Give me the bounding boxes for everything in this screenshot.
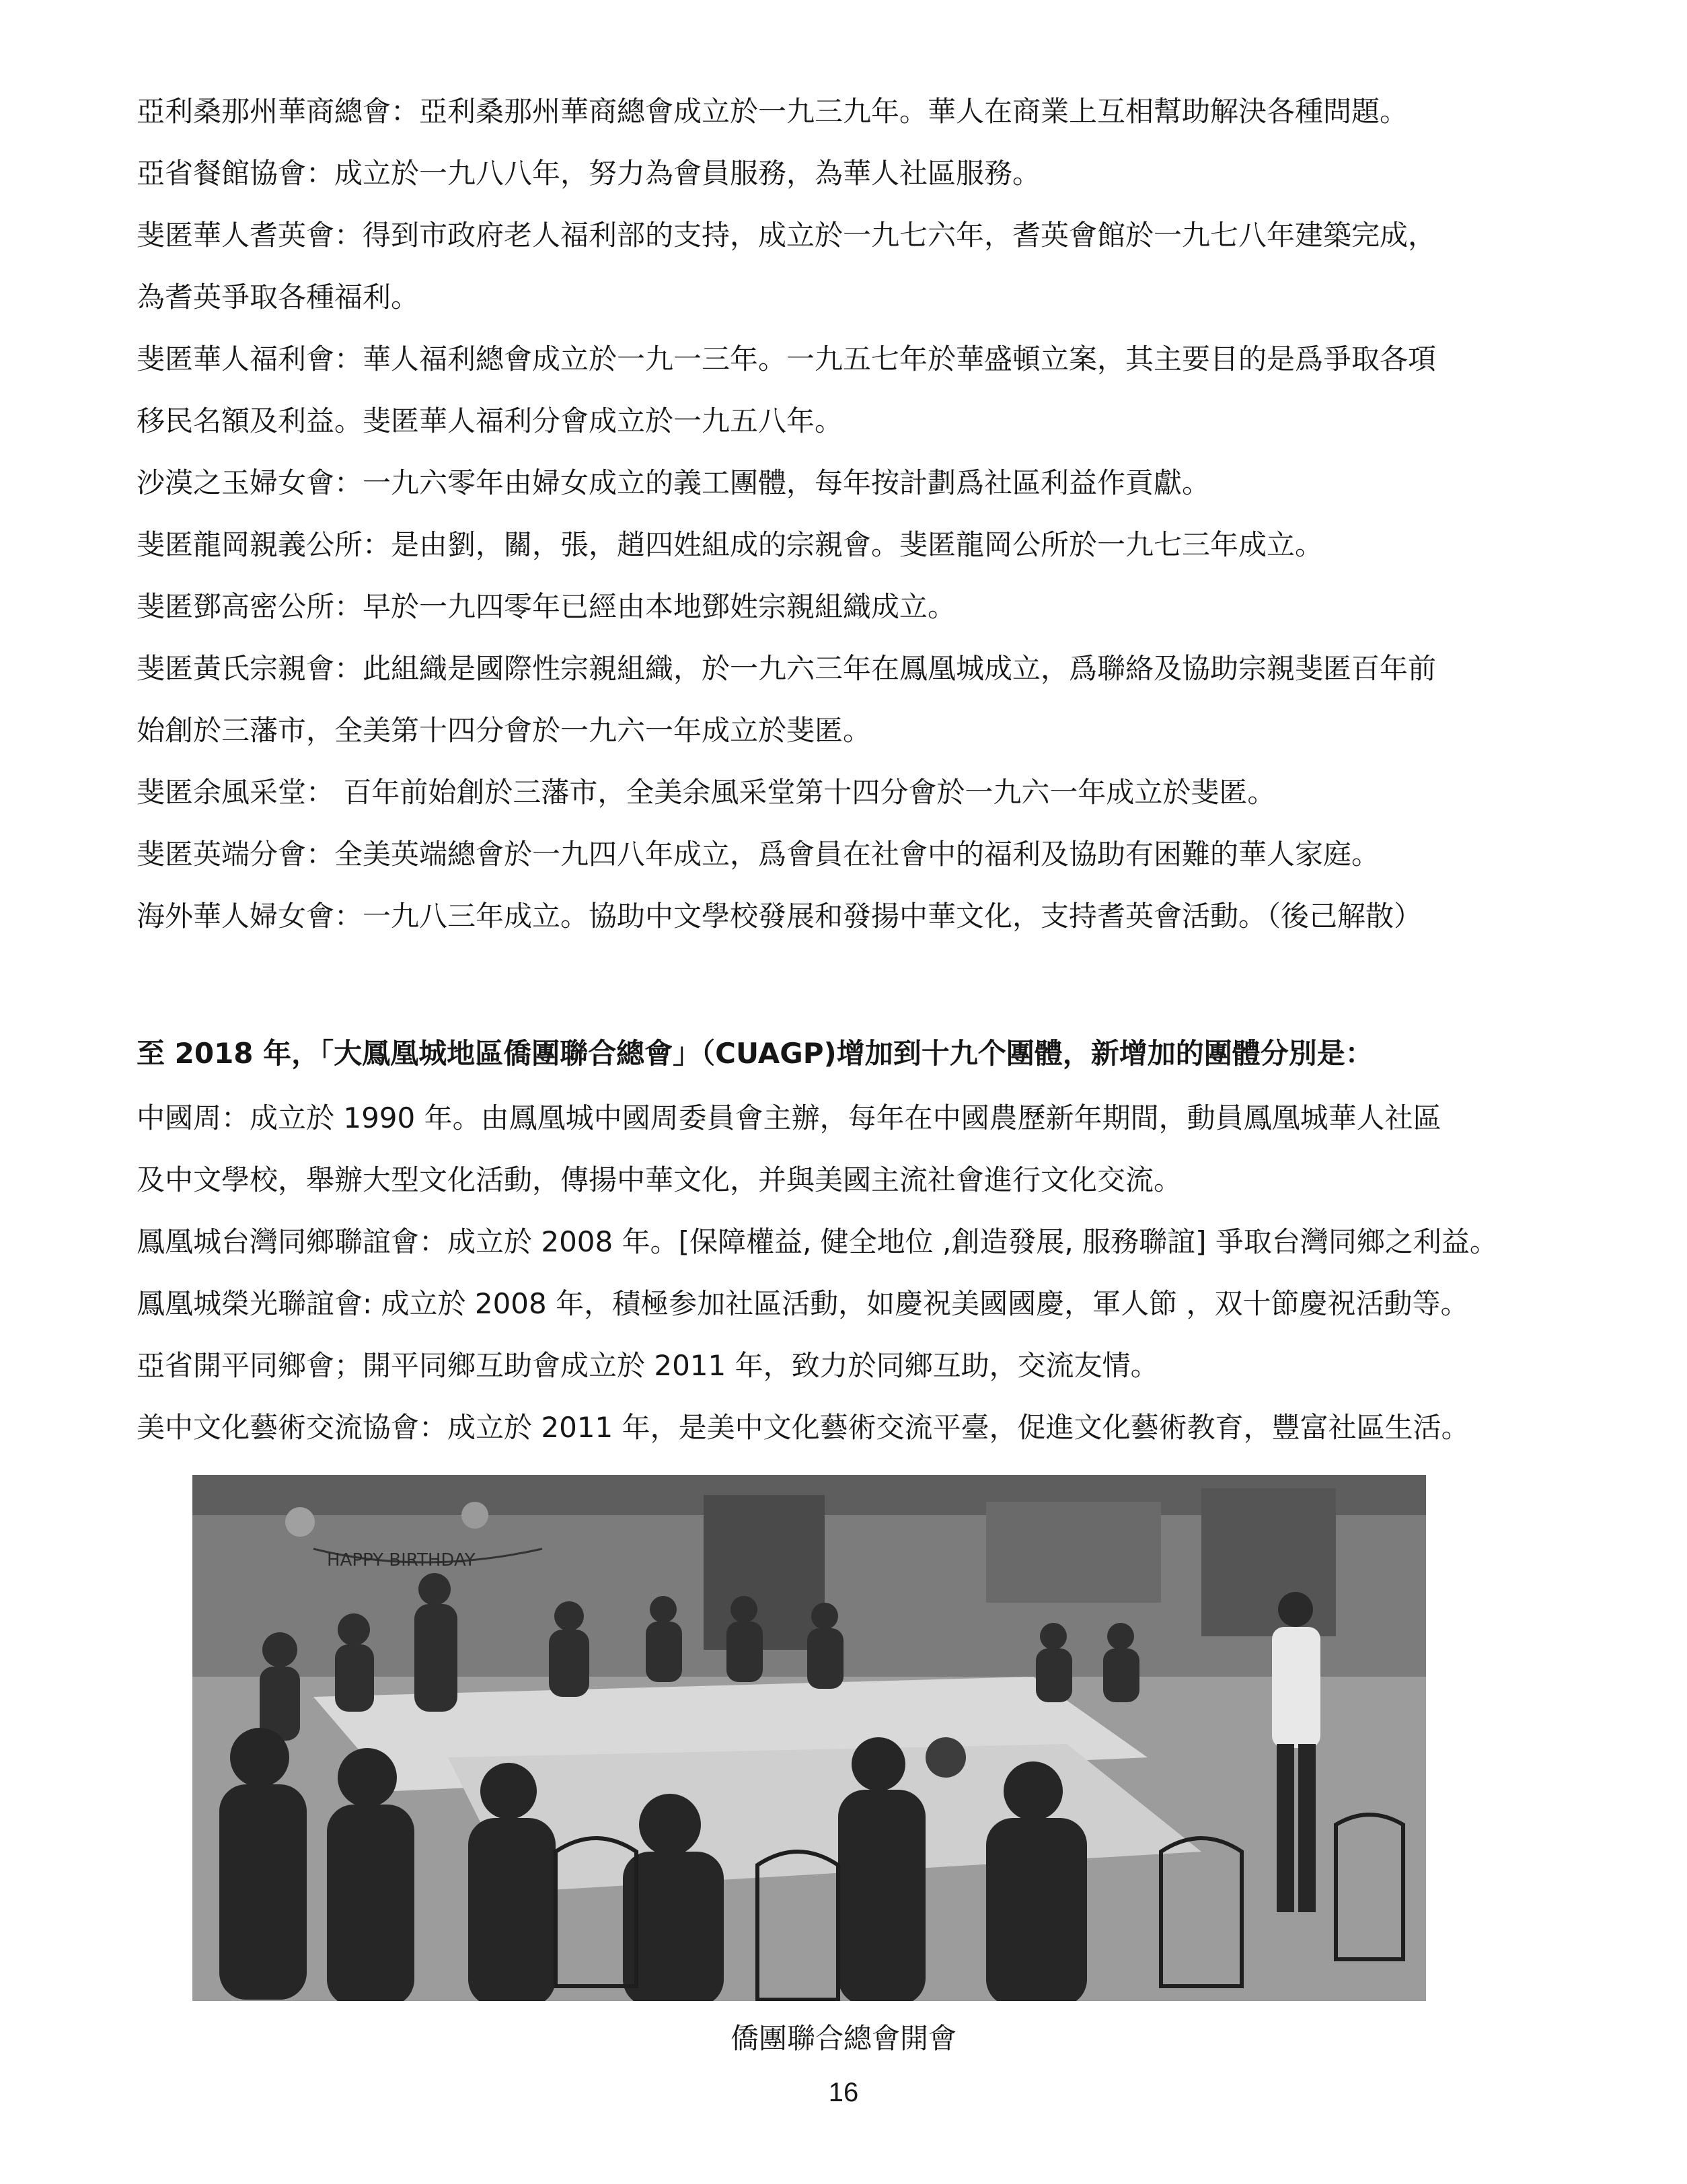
text-line: 海外華人婦女會：一九八三年成立。協助中文學校發展和發揚中華文化，支持耆英會活動。（後己解散） [137, 900, 1423, 933]
text-line: 沙漠之玉婦女會：一九六零年由婦女成立的義工團體，每年按計劃爲社區利益作貢獻。 [137, 466, 1211, 499]
banner-text: HAPPY BIRTHDAY [327, 1550, 476, 1570]
paragraph-arizona-restaurant-association [137, 143, 1542, 205]
text-line: 斐匿鄧高密公所：早於一九四零年已經由本地鄧姓宗親組織成立。 [137, 590, 957, 623]
page-number: 16 [828, 2078, 859, 2107]
paragraph-china-week [137, 1087, 1542, 1211]
paragraph-arizona-chinese-chamber [137, 81, 1542, 143]
text-line: 及中文學校，舉辦大型文化活動，傳揚中華文化，并與美國主流社會進行文化交流。 [137, 1163, 1183, 1196]
text-line: 鳳凰城台灣同鄉聯誼會：成立於 2008 年。[保障權益, 健全地位 ,創造發展, 服務聯誼] 爭取台灣同鄉之利益。 [137, 1225, 1498, 1258]
meeting-photo-illustration [192, 1475, 1426, 2001]
text-line: 為耆英爭取各種福利。 [137, 281, 420, 314]
text-line: 斐匿黃氏宗親會：此組織是國際性宗親組織，於一九六三年在鳳凰城成立，爲聯絡及協助宗親斐匿百年前 [137, 652, 1437, 685]
paragraph-lung-kong-association [137, 514, 1542, 576]
paragraph-phoenix-senior-center [137, 205, 1542, 328]
paragraph-wong-family-association [137, 638, 1542, 762]
text-line: 美中文化藝術交流協會：成立於 2011 年，是美中文化藝術交流平臺，促進文化藝術教育，豐富社區生活。 [137, 1411, 1470, 1444]
meeting-photo [192, 1475, 1426, 2001]
text-line: 斐匿英端分會：全美英端總會於一九四八年成立，爲會員在社會中的福利及協助有困難的華人家庭。 [137, 838, 1380, 871]
paragraph-us-china-arts-exchange [137, 1397, 1542, 1459]
text-line: 中國周：成立於 1990 年。由鳳凰城中國周委員會主辦，每年在中國農歷新年期間，動員鳳凰城華人社區 [137, 1101, 1441, 1134]
text-line: 鳳凰城榮光聯誼會: 成立於 2008 年，積極参加社區活動，如慶祝美國國慶，軍人節 ，双十節慶祝活動等。 [137, 1287, 1469, 1320]
photo-caption: 僑團聯合總會開會 [730, 2022, 957, 2055]
paragraph-phoenix-welfare-association [137, 328, 1542, 452]
paragraph-taiwanese-association [137, 1211, 1542, 1273]
text-line: 亞利桑那州華商總會：亞利桑那州華商總會成立於一九三九年。華人在商業上互相幫助解決各種問題。 [137, 95, 1409, 128]
paragraph-glory-association [137, 1273, 1542, 1335]
text-line: 斐匿華人福利會：華人福利總會成立於一九一三年。一九五七年於華盛頓立案，其主要目的是爲爭取各項 [137, 342, 1437, 375]
paragraph-on-leong-branch [137, 824, 1542, 885]
text-line: 移民名額及利益。斐匿華人福利分會成立於一九五八年。 [137, 404, 844, 437]
text-line: 斐匿龍岡親義公所：是由劉，關，張，趙四姓組成的宗親會。斐匿龍岡公所於一九七三年成立。 [137, 528, 1324, 561]
text-line: 始創於三藩市，全美第十四分會於一九六一年成立於斐匿。 [137, 714, 872, 747]
paragraph-overseas-women-association [137, 885, 1542, 947]
paragraph-desert-jade-women [137, 452, 1542, 514]
paragraph-yee-fung-toy [137, 762, 1542, 824]
text-line: 斐匿華人耆英會：得到市政府老人福利部的支持，成立於一九七六年，耆英會館於一九七八年建築完成， [137, 219, 1437, 252]
text-line: 亞省餐館協會：成立於一九八八年，努力為會員服務，為華人社區服務。 [137, 157, 1041, 190]
text-line: 斐匿余風采堂： 百年前始創於三藩市，全美余風采堂第十四分會於一九六一年成立於斐匿。 [137, 776, 1276, 809]
text-line: 亞省開平同鄉會；開平同鄉互助會成立於 2011 年，致力於同鄉互助，交流友情。 [137, 1349, 1159, 1382]
paragraph-tang-association [137, 576, 1542, 638]
paragraph-hoi-ping-association [137, 1335, 1542, 1397]
section-heading: 至 2018 年，「大鳳凰城地區僑團聯合總會」（CUAGP)增加到十九个團體，新增加的團體分別是： [137, 1037, 1374, 1070]
